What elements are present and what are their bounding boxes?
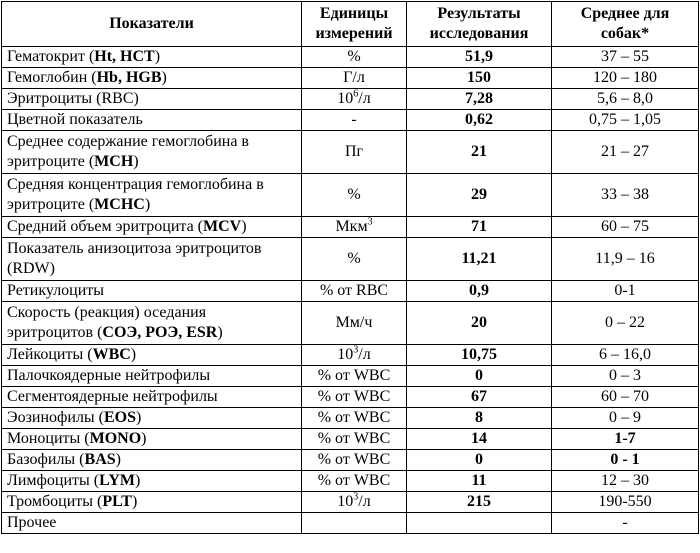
row-reference: 6 – 16,0 bbox=[552, 345, 699, 366]
row-unit bbox=[302, 387, 407, 408]
row-result: 0 bbox=[407, 366, 552, 387]
row-result: 21 bbox=[407, 131, 552, 174]
row-name-text: Эритроциты (RBC) bbox=[7, 90, 139, 107]
row-abbreviation: MONO bbox=[89, 430, 142, 447]
table-row bbox=[2, 471, 699, 492]
row-name bbox=[2, 345, 302, 366]
row-name bbox=[2, 47, 302, 68]
row-result: 0 bbox=[407, 450, 552, 471]
row-reference: 21 – 27 bbox=[552, 131, 699, 174]
row-name bbox=[2, 281, 302, 302]
row-name-text: Гемоглобин ( bbox=[7, 69, 97, 86]
row-unit-exponent: 6 bbox=[353, 88, 359, 100]
row-name bbox=[2, 492, 302, 513]
row-unit bbox=[302, 68, 407, 89]
row-name bbox=[2, 131, 302, 174]
row-unit-text: 10 bbox=[337, 346, 354, 363]
row-result: 14 bbox=[407, 429, 552, 450]
row-name-text: Ретикулоциты bbox=[7, 282, 105, 299]
row-name-text: Тромбоциты ( bbox=[7, 493, 103, 510]
row-name bbox=[2, 471, 302, 492]
row-name bbox=[2, 238, 302, 281]
row-name bbox=[2, 68, 302, 89]
row-name-text: Средний объем эритроцита ( bbox=[7, 218, 203, 235]
row-result: 20 bbox=[407, 302, 552, 345]
row-name bbox=[2, 366, 302, 387]
row-name-text: Лейкоциты ( bbox=[7, 346, 93, 363]
table-row bbox=[2, 217, 699, 238]
row-abbreviation: BAS bbox=[84, 451, 116, 468]
table-row bbox=[2, 110, 699, 131]
row-unit-text: % от WBC bbox=[317, 409, 391, 426]
row-reference: 1-7 bbox=[552, 429, 699, 450]
row-name-text: Средняя концентрация гемоглобина в эритроците ( bbox=[7, 176, 264, 213]
row-reference: 0 – 3 bbox=[552, 366, 699, 387]
row-reference: 37 – 55 bbox=[552, 47, 699, 68]
table-row bbox=[2, 131, 699, 174]
row-name-tail: ) bbox=[144, 196, 151, 213]
row-name-text: Гематокрит ( bbox=[7, 48, 95, 65]
row-abbreviation: WBC bbox=[92, 346, 131, 363]
row-name-tail: ) bbox=[161, 69, 167, 86]
header-row bbox=[2, 2, 699, 47]
row-unit bbox=[302, 89, 407, 110]
row-unit bbox=[302, 345, 407, 366]
table-row bbox=[2, 174, 699, 217]
row-unit bbox=[302, 366, 407, 387]
row-unit-text: % bbox=[347, 48, 361, 65]
row-unit bbox=[302, 131, 407, 174]
row-name bbox=[2, 174, 302, 217]
table-row bbox=[2, 238, 699, 281]
row-reference: 5,6 – 8,0 bbox=[552, 89, 699, 110]
row-name-tail: ) bbox=[136, 409, 142, 426]
row-result: 11,21 bbox=[407, 238, 552, 281]
row-result: 7,28 bbox=[407, 89, 552, 110]
row-unit bbox=[302, 408, 407, 429]
row-unit-text: % от RBC bbox=[319, 282, 389, 299]
row-unit bbox=[302, 429, 407, 450]
row-result: 11 bbox=[407, 471, 552, 492]
row-unit-text: % от WBC bbox=[317, 472, 391, 489]
row-abbreviation: MCV bbox=[203, 218, 242, 235]
table-row bbox=[2, 408, 699, 429]
row-name-text: Эозинофилы ( bbox=[7, 409, 104, 426]
row-unit-text: % от WBC bbox=[317, 388, 391, 405]
row-name bbox=[2, 110, 302, 131]
row-name-text: Прочее bbox=[7, 514, 57, 531]
row-abbreviation: PLT bbox=[102, 493, 132, 510]
table-row bbox=[2, 513, 699, 534]
row-unit bbox=[302, 217, 407, 238]
row-result: 10,75 bbox=[407, 345, 552, 366]
row-name bbox=[2, 408, 302, 429]
row-reference: 0,75 – 1,05 bbox=[552, 110, 699, 131]
row-unit bbox=[302, 471, 407, 492]
row-result: 67 bbox=[407, 387, 552, 408]
row-name-tail: ) bbox=[141, 430, 147, 447]
row-unit bbox=[302, 450, 407, 471]
row-abbreviation: Hb, HGB bbox=[96, 69, 162, 86]
row-name bbox=[2, 387, 302, 408]
row-reference: 120 – 180 bbox=[552, 68, 699, 89]
row-reference: 0 – 9 bbox=[552, 408, 699, 429]
row-name-text: Цветной показатель bbox=[7, 111, 143, 128]
row-abbreviation: EOS bbox=[104, 409, 137, 426]
row-name bbox=[2, 217, 302, 238]
row-unit-text: % bbox=[347, 250, 361, 267]
row-result: 51,9 bbox=[407, 47, 552, 68]
row-result: 0,9 bbox=[407, 281, 552, 302]
table-row bbox=[2, 387, 699, 408]
header-units: Единицы измерений bbox=[302, 2, 407, 47]
row-name-tail: ) bbox=[217, 324, 223, 341]
row-unit bbox=[302, 492, 407, 513]
header-name: Показатели bbox=[2, 2, 302, 47]
row-unit-exponent: 3 bbox=[367, 216, 373, 228]
row-unit-text: % bbox=[347, 186, 361, 203]
row-name-text: Лимфоциты ( bbox=[7, 472, 100, 489]
row-result: 71 bbox=[407, 217, 552, 238]
row-reference: 60 – 75 bbox=[552, 217, 699, 238]
row-result: 150 bbox=[407, 68, 552, 89]
row-unit-text: % от WBC bbox=[317, 451, 391, 468]
row-unit-text: - bbox=[351, 111, 357, 128]
row-abbreviation: Ht, HCT bbox=[94, 48, 155, 65]
row-unit bbox=[302, 302, 407, 345]
row-reference: 0 – 22 bbox=[552, 302, 699, 345]
row-name-text: Показатель анизоцитоза эритроцитов (RDW) bbox=[7, 240, 262, 277]
row-name bbox=[2, 89, 302, 110]
row-name-text: Палочкоядерные нейтрофилы bbox=[7, 367, 211, 384]
row-unit-text: 10 bbox=[337, 493, 354, 510]
row-unit-tail: /л bbox=[358, 90, 371, 107]
row-unit-tail: /л bbox=[358, 346, 371, 363]
row-unit bbox=[302, 238, 407, 281]
header-results: Результаты исследования bbox=[407, 2, 552, 47]
row-abbreviation: СОЭ, РОЭ, ESR bbox=[102, 324, 218, 341]
row-name bbox=[2, 513, 302, 534]
row-name bbox=[2, 450, 302, 471]
row-name-tail: ) bbox=[133, 153, 139, 170]
header-reference: Среднее для собак* bbox=[552, 2, 699, 47]
row-unit-text: 10 bbox=[337, 90, 354, 107]
row-unit bbox=[302, 513, 407, 534]
row-name-text: Базофилы ( bbox=[7, 451, 85, 468]
row-unit-text: % от WBC bbox=[317, 367, 391, 384]
row-unit-text: Пг bbox=[344, 143, 364, 160]
table-row bbox=[2, 47, 699, 68]
row-reference: 60 – 70 bbox=[552, 387, 699, 408]
row-reference: 190-550 bbox=[552, 492, 699, 513]
table-row bbox=[2, 345, 699, 366]
row-name-text: Скорость (реакция) оседания эритроцитов ( bbox=[7, 304, 207, 341]
table-row bbox=[2, 366, 699, 387]
row-name-tail: ) bbox=[134, 472, 141, 489]
row-unit-text: Мкм bbox=[335, 218, 368, 235]
row-reference: 33 – 38 bbox=[552, 174, 699, 217]
row-name-tail: ) bbox=[131, 493, 138, 510]
table-row bbox=[2, 302, 699, 345]
row-unit bbox=[302, 47, 407, 68]
row-unit bbox=[302, 281, 407, 302]
row-name-tail: ) bbox=[115, 451, 121, 468]
row-unit-tail: /л bbox=[358, 493, 371, 510]
row-unit-text: Мм/ч bbox=[335, 314, 373, 331]
row-reference: 0-1 bbox=[552, 281, 699, 302]
row-unit-text: Г/л bbox=[343, 69, 365, 86]
row-name-text: Моноциты ( bbox=[7, 430, 90, 447]
table-row bbox=[2, 89, 699, 110]
table-row bbox=[2, 281, 699, 302]
row-name-text: Среднее содержание гемоглобина в эритроците ( bbox=[7, 133, 249, 170]
row-name-tail: ) bbox=[154, 48, 161, 65]
row-result: 215 bbox=[407, 492, 552, 513]
row-result: 0,62 bbox=[407, 110, 552, 131]
row-unit-exponent: 3 bbox=[353, 344, 359, 356]
table-row bbox=[2, 492, 699, 513]
row-reference: 12 – 30 bbox=[552, 471, 699, 492]
row-name-tail: ) bbox=[241, 218, 247, 235]
row-name bbox=[2, 429, 302, 450]
row-name-tail: ) bbox=[130, 346, 137, 363]
row-reference: - bbox=[552, 513, 699, 534]
row-name bbox=[2, 302, 302, 345]
row-abbreviation: LYM bbox=[99, 472, 135, 489]
blood-test-table bbox=[1, 1, 699, 534]
row-abbreviation: MCHC bbox=[94, 196, 145, 213]
table-row bbox=[2, 68, 699, 89]
row-result bbox=[407, 513, 552, 534]
table-row bbox=[2, 429, 699, 450]
row-reference: 0 - 1 bbox=[552, 450, 699, 471]
row-unit-exponent: 3 bbox=[353, 491, 359, 503]
row-name-text: Сегментоядерные нейтрофилы bbox=[7, 388, 218, 405]
row-abbreviation: MCH bbox=[94, 153, 134, 170]
row-reference: 11,9 – 16 bbox=[552, 238, 699, 281]
row-unit-text: % от WBC bbox=[317, 430, 391, 447]
row-result: 29 bbox=[407, 174, 552, 217]
row-result: 8 bbox=[407, 408, 552, 429]
table-row bbox=[2, 450, 699, 471]
row-unit bbox=[302, 110, 407, 131]
row-unit bbox=[302, 174, 407, 217]
